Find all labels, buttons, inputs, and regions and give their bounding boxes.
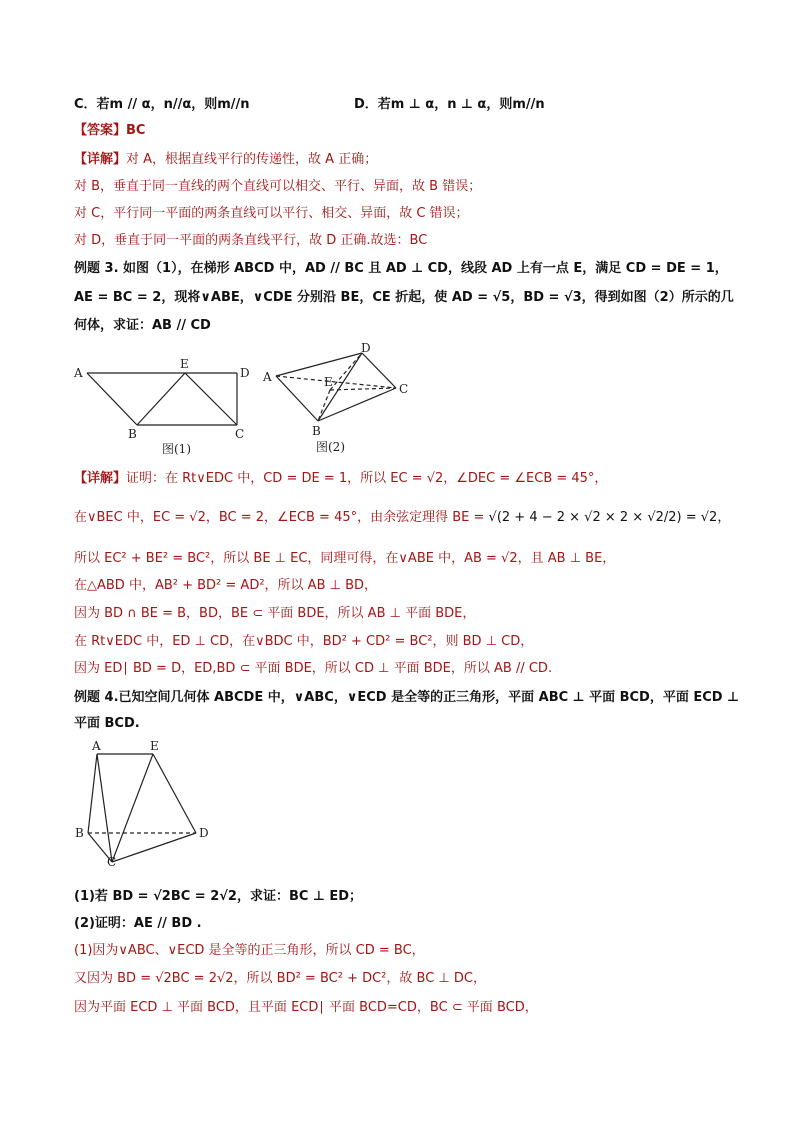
option-d: D．若m ⊥ α，n ⊥ α，则m//n (354, 97, 545, 112)
answer-line (74, 122, 145, 140)
fig1-label-b: B (128, 427, 137, 441)
fig1-label-c: C (235, 427, 245, 441)
example3-line-2: AE = BC = 2，现将∨ABE，∨CDE 分别沿 BE，CE 折起，使 AD = √5，BD = √3，得到如图（2）所示的几 (74, 290, 734, 305)
option-c: C．若m // α，n//α，则m//n (74, 97, 250, 112)
proof3-line-3: 所以 EC² + BE² = BC²，所以 BE ⊥ EC，同理可得，在∨ABE 中，AB = √2，且 AB ⊥ BE， (74, 551, 616, 566)
proof3-text-1: 证明：在 Rt∨EDC 中，CD = DE = 1，所以 EC = √2，∠DEC = ∠ECB = 45°， (126, 471, 608, 486)
proof3-line-1 (74, 470, 607, 488)
detail-line-1 (74, 151, 377, 169)
detail-line-2: 对 B，垂直于同一直线的两个直线可以相交、平行、异面，故 B 错误； (74, 179, 482, 194)
proof3-line-2 (74, 509, 730, 527)
proof3-text-2a: 在∨BEC 中，EC = √2，BC = 2，∠ECB = 45°，由余弦定理得 BE = (74, 510, 489, 525)
example4-title: 例题 4. (74, 690, 119, 705)
detail-line-4: 对 D，垂直于同一平面的两条直线平行，故 D 正确.故选：BC (74, 233, 428, 248)
example4-line-2: 平面 BCD. (74, 716, 140, 731)
fig3-label-d: D (199, 826, 209, 840)
proof3-line-5: 因为 BD ∩ BE = B，BD，BE ⊂ 平面 BDE，所以 AB ⊥ 平面 BDE， (74, 606, 476, 621)
sol4-line-2: 又因为 BD = √2BC = 2√2，所以 BD² = BC² + DC²，故 BC ⊥ DC， (74, 971, 486, 986)
fig2-label-a: A (263, 370, 272, 384)
sol4-line-1: (1)因为∨ABC、∨ECD 是全等的正三角形，所以 CD = BC， (74, 943, 425, 958)
example3-text-1: 如图（1），在梯形 ABCD 中，AD // BC 且 AD ⊥ CD，线段 AD 上有一点 E，满足 CD = DE = 1， (123, 261, 728, 276)
proof3-line-4: 在△ABD 中，AB² + BD² = AD²，所以 AB ⊥ BD， (74, 578, 378, 593)
example3-line-3: 何体，求证：AB // CD (74, 318, 211, 333)
fig2-label-b: B (312, 424, 321, 438)
detail-label: 【详解】 (74, 152, 127, 167)
fig3-label-c: C (107, 855, 117, 868)
fig1-caption: 图(1) (162, 442, 191, 456)
detail-line-3: 对 C，平行同一平面的两条直线可以平行、相交、异面，故 C 错误； (74, 206, 469, 221)
fig2-caption: 图(2) (316, 440, 345, 454)
solid-abcde-figure (70, 738, 220, 868)
figure-3 (70, 738, 220, 872)
figure-2 (258, 343, 428, 462)
proof3-formula: √(2 + 4 − 2 × √2 × 2 × √2/2) = √2， (488, 510, 731, 525)
proof3-line-7: 因为 ED∣ BD = D，ED,BD ⊂ 平面 BDE，所以 CD ⊥ 平面 BDE，所以 AB // CD. (74, 661, 553, 676)
proof3-line-6: 在 Rt∨EDC 中，ED ⊥ CD，在∨BDC 中，BD² + CD² = BC²，则 BD ⊥ CD， (74, 634, 534, 649)
example3-line-1 (74, 260, 728, 278)
fig3-label-e: E (150, 739, 159, 753)
q4-part-1: (1)若 BD = √2BC = 2√2，求证：BC ⊥ ED； (74, 889, 363, 904)
q4-part-2: (2)证明：AE // BD . (74, 916, 202, 931)
example3-title: 例题 3. (74, 261, 119, 276)
trapezoid-figure (70, 355, 260, 460)
proof3-label: 【详解】 (74, 471, 127, 486)
detail-text-1: 对 A，根据直线平行的传递性，故 A 正确； (126, 152, 378, 167)
fig2-label-e: E (324, 375, 333, 389)
answer-value: BC (126, 123, 146, 138)
fig1-label-e: E (180, 357, 189, 371)
folded-solid-figure (258, 343, 428, 458)
fig2-label-c: C (399, 382, 409, 396)
example4-text-1: 已知空间几何体 ABCDE 中，∨ABC，∨ECD 是全等的正三角形，平面 ABC ⊥ 平面 BCD，平面 ECD ⊥ (118, 690, 739, 705)
fig3-label-b: B (75, 826, 84, 840)
example4-line-1 (74, 689, 739, 707)
fig2-label-d: D (361, 343, 371, 355)
answer-label: 【答案】 (74, 123, 127, 138)
fig3-label-a: A (92, 739, 101, 753)
sol4-line-3: 因为平面 ECD ⊥ 平面 BCD，且平面 ECD∣ 平面 BCD=CD，BC ⊂ 平面 BCD， (74, 1000, 538, 1015)
fig1-label-d: D (240, 366, 250, 380)
fig1-label-a: A (74, 366, 83, 380)
figure-1 (70, 355, 260, 464)
